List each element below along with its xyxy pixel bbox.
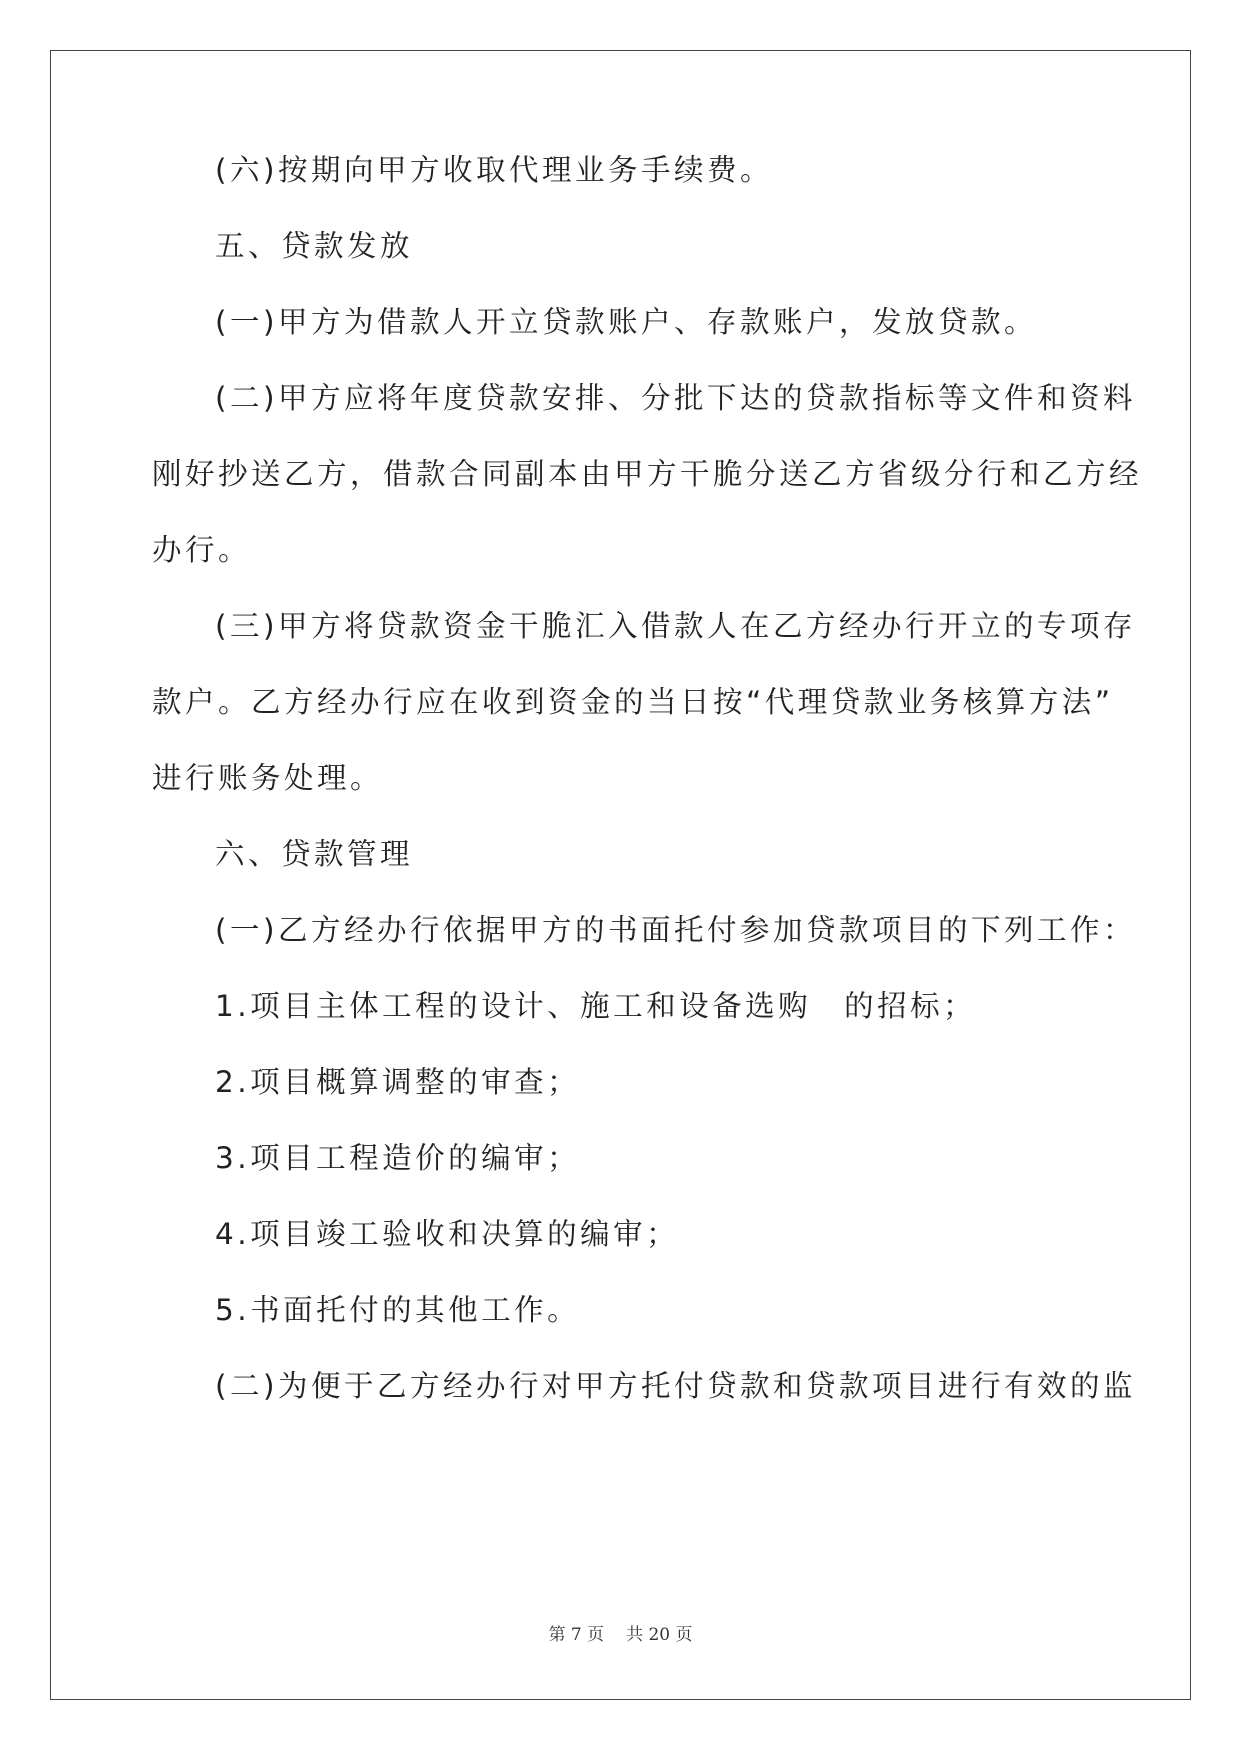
paragraph-line: (二)甲方应将年度贷款安排、分批下达的贷款指标等文件和资料 xyxy=(215,381,1137,415)
list-item: 2.项目概算调整的审查； xyxy=(215,1065,581,1099)
paragraph-line: 款户。乙方经办行应在收到资金的当日按“代理贷款业务核算方法” xyxy=(152,685,1114,719)
paragraph-line: (三)甲方将贷款资金干脆汇入借款人在乙方经办行开立的专项存 xyxy=(215,609,1137,643)
page-total: 共 20 页 xyxy=(626,1625,693,1645)
list-item: 5.书面托付的其他工作。 xyxy=(215,1293,581,1327)
paragraph-line: (二)为便于乙方经办行对甲方托付贷款和贷款项目进行有效的监 xyxy=(215,1369,1137,1403)
paragraph-line: 刚好抄送乙方，借款合同副本由甲方干脆分送乙方省级分行和乙方经 xyxy=(152,457,1143,491)
page-border xyxy=(50,50,1191,1700)
paragraph-line: (一)甲方为借款人开立贷款账户、存款账户，发放贷款。 xyxy=(215,305,1038,339)
section-heading: 五、贷款发放 xyxy=(215,229,414,263)
list-item: 4.项目竣工验收和决算的编审； xyxy=(215,1217,680,1251)
paragraph-line: 进行账务处理。 xyxy=(152,761,384,795)
list-item: 1.项目主体工程的设计、施工和设备选购 的招标； xyxy=(215,989,977,1023)
paragraph-line: (六)按期向甲方收取代理业务手续费。 xyxy=(215,153,774,187)
page-footer xyxy=(0,1624,1241,1646)
section-heading: 六、贷款管理 xyxy=(215,837,414,871)
list-item: 3.项目工程造价的编审； xyxy=(215,1141,581,1175)
paragraph-line: (一)乙方经办行依据甲方的书面托付参加贷款项目的下列工作： xyxy=(215,913,1137,947)
page-number: 第 7 页 xyxy=(548,1625,605,1645)
paragraph-line: 办行。 xyxy=(152,533,252,567)
